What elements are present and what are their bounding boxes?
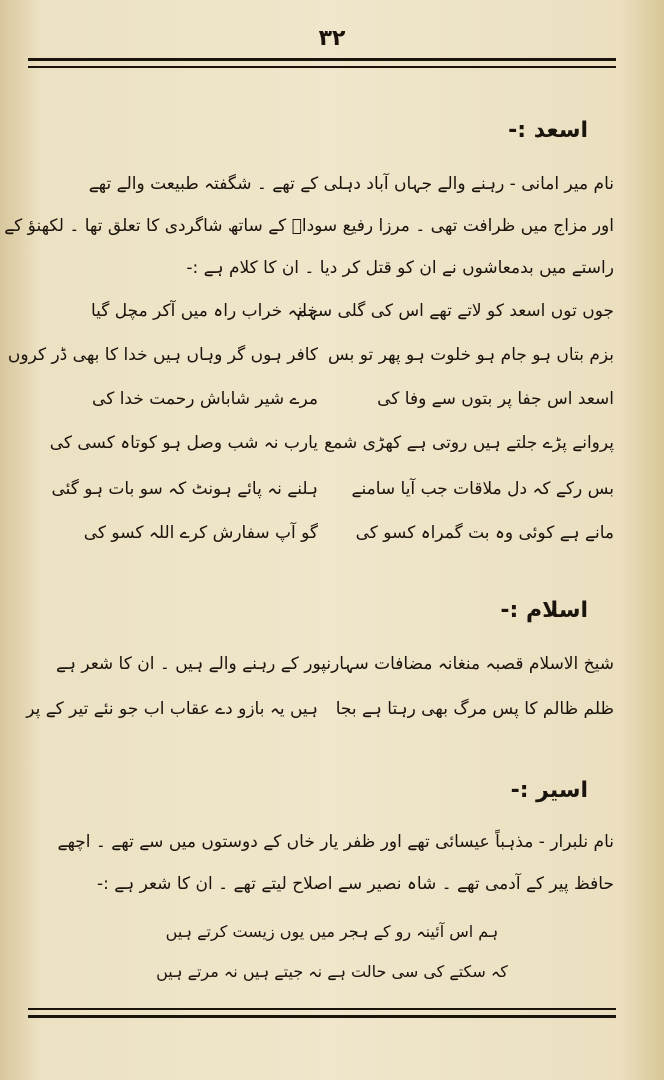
section-heading-islam: اسلام :- bbox=[500, 598, 588, 623]
verse-row bbox=[7, 344, 614, 372]
section-heading-asad: اسعد :- bbox=[508, 118, 588, 143]
prose-line: اور مزاج میں ظرافت تھی ۔ مرزا رفیع سوداؔ کے ساتھ شاگردی کا تعلق تھا ۔ لکھنؤ کے bbox=[4, 216, 614, 236]
prose-line: نام میر امانی - رہنے والے جہاں آباد دہلی کے تھے ۔ شگفتہ طبیعت والے تھے bbox=[88, 174, 614, 194]
couplet-line: کہ سکتے کی سی حالت ہے نہ جیتے ہیں نہ مرتے ہیں bbox=[156, 962, 508, 981]
verse-first-hemistich: بس رکے کہ دل ملاقات جب آیا سامنے bbox=[351, 479, 614, 499]
prose-line: نام نلبرار - مذہباً عیسائی تھے اور ظفر یار خاں کے دوستوں میں سے تھے ۔ اچھے bbox=[57, 832, 614, 852]
verse-second-hemistich: خانہ خراب راہ میں آکر مچل گیا bbox=[90, 301, 318, 321]
verse-first-hemistich: جوں توں اسعد کو لاتے تھے اس کی گلی سہم bbox=[296, 301, 614, 321]
verse-second-hemistich: گو آپ سفارش کرے اللہ کسو کی bbox=[83, 523, 318, 543]
verse-second-hemistich: کافر ہوں گر وہاں ہیں خدا کا بھی ڈر کروں bbox=[7, 345, 318, 365]
prose-line: شیخ الاسلام قصبہ منغانہ مضافات سہارنپور کے رہنے والے ہیں ۔ ان کا شعر ہے bbox=[56, 654, 614, 674]
verse-row bbox=[48, 432, 614, 460]
verse-row bbox=[48, 388, 614, 416]
prose-line: حافظ پیر کے آدمی تھے ۔ شاہ نصیر سے اصلاح لیتے تھے ۔ ان کا شعر ہے :- bbox=[97, 874, 614, 894]
verse-row bbox=[26, 698, 614, 726]
verse-row bbox=[48, 300, 614, 328]
verse-row bbox=[48, 522, 614, 550]
verse-first-hemistich: اسعد اس جفا پر بتوں سے وفا کی bbox=[377, 389, 614, 409]
verse-first-hemistich: پروانے پڑے جلتے ہیں روتی ہے کھڑی شمع bbox=[324, 433, 614, 453]
verse-first-hemistich: بزم بتاں ہو جام ہو خلوت ہو پھر تو بس bbox=[327, 345, 614, 365]
verse-second-hemistich: یارب نہ شب وصل ہو کوتاہ کسی کی bbox=[49, 433, 318, 453]
footer-rule-top bbox=[28, 1008, 616, 1010]
section-heading-aseer: اسیر :- bbox=[510, 778, 588, 803]
verse-row bbox=[48, 478, 614, 506]
verse-first-hemistich: ظلم ظالم کا پس مرگ بھی رہتا ہے بجا bbox=[335, 699, 614, 719]
footer-rule-bottom bbox=[28, 1015, 616, 1018]
verse-second-hemistich: ہلنے نہ پائے ہونٹ کہ سو بات ہو گئی bbox=[51, 479, 318, 499]
verse-first-hemistich: مانے ہے کوئی وہ بت گمراہ کسو کی bbox=[355, 523, 614, 543]
verse-second-hemistich: ہیں یہ بازو دے عقاب اب جو نئے تیر کے پر bbox=[26, 699, 318, 719]
couplet-line: ہم اس آئینہ رو کے ہجر میں یوں زیست کرتے ہیں bbox=[165, 922, 499, 941]
prose-line: راستے میں بدمعاشوں نے ان کو قتل کر دیا ۔ ان کا کلام ہے :- bbox=[186, 258, 614, 278]
page-number: ۳۲ bbox=[318, 26, 346, 51]
verse-second-hemistich: مرے شیر شاباش رحمت خدا کی bbox=[92, 389, 318, 409]
